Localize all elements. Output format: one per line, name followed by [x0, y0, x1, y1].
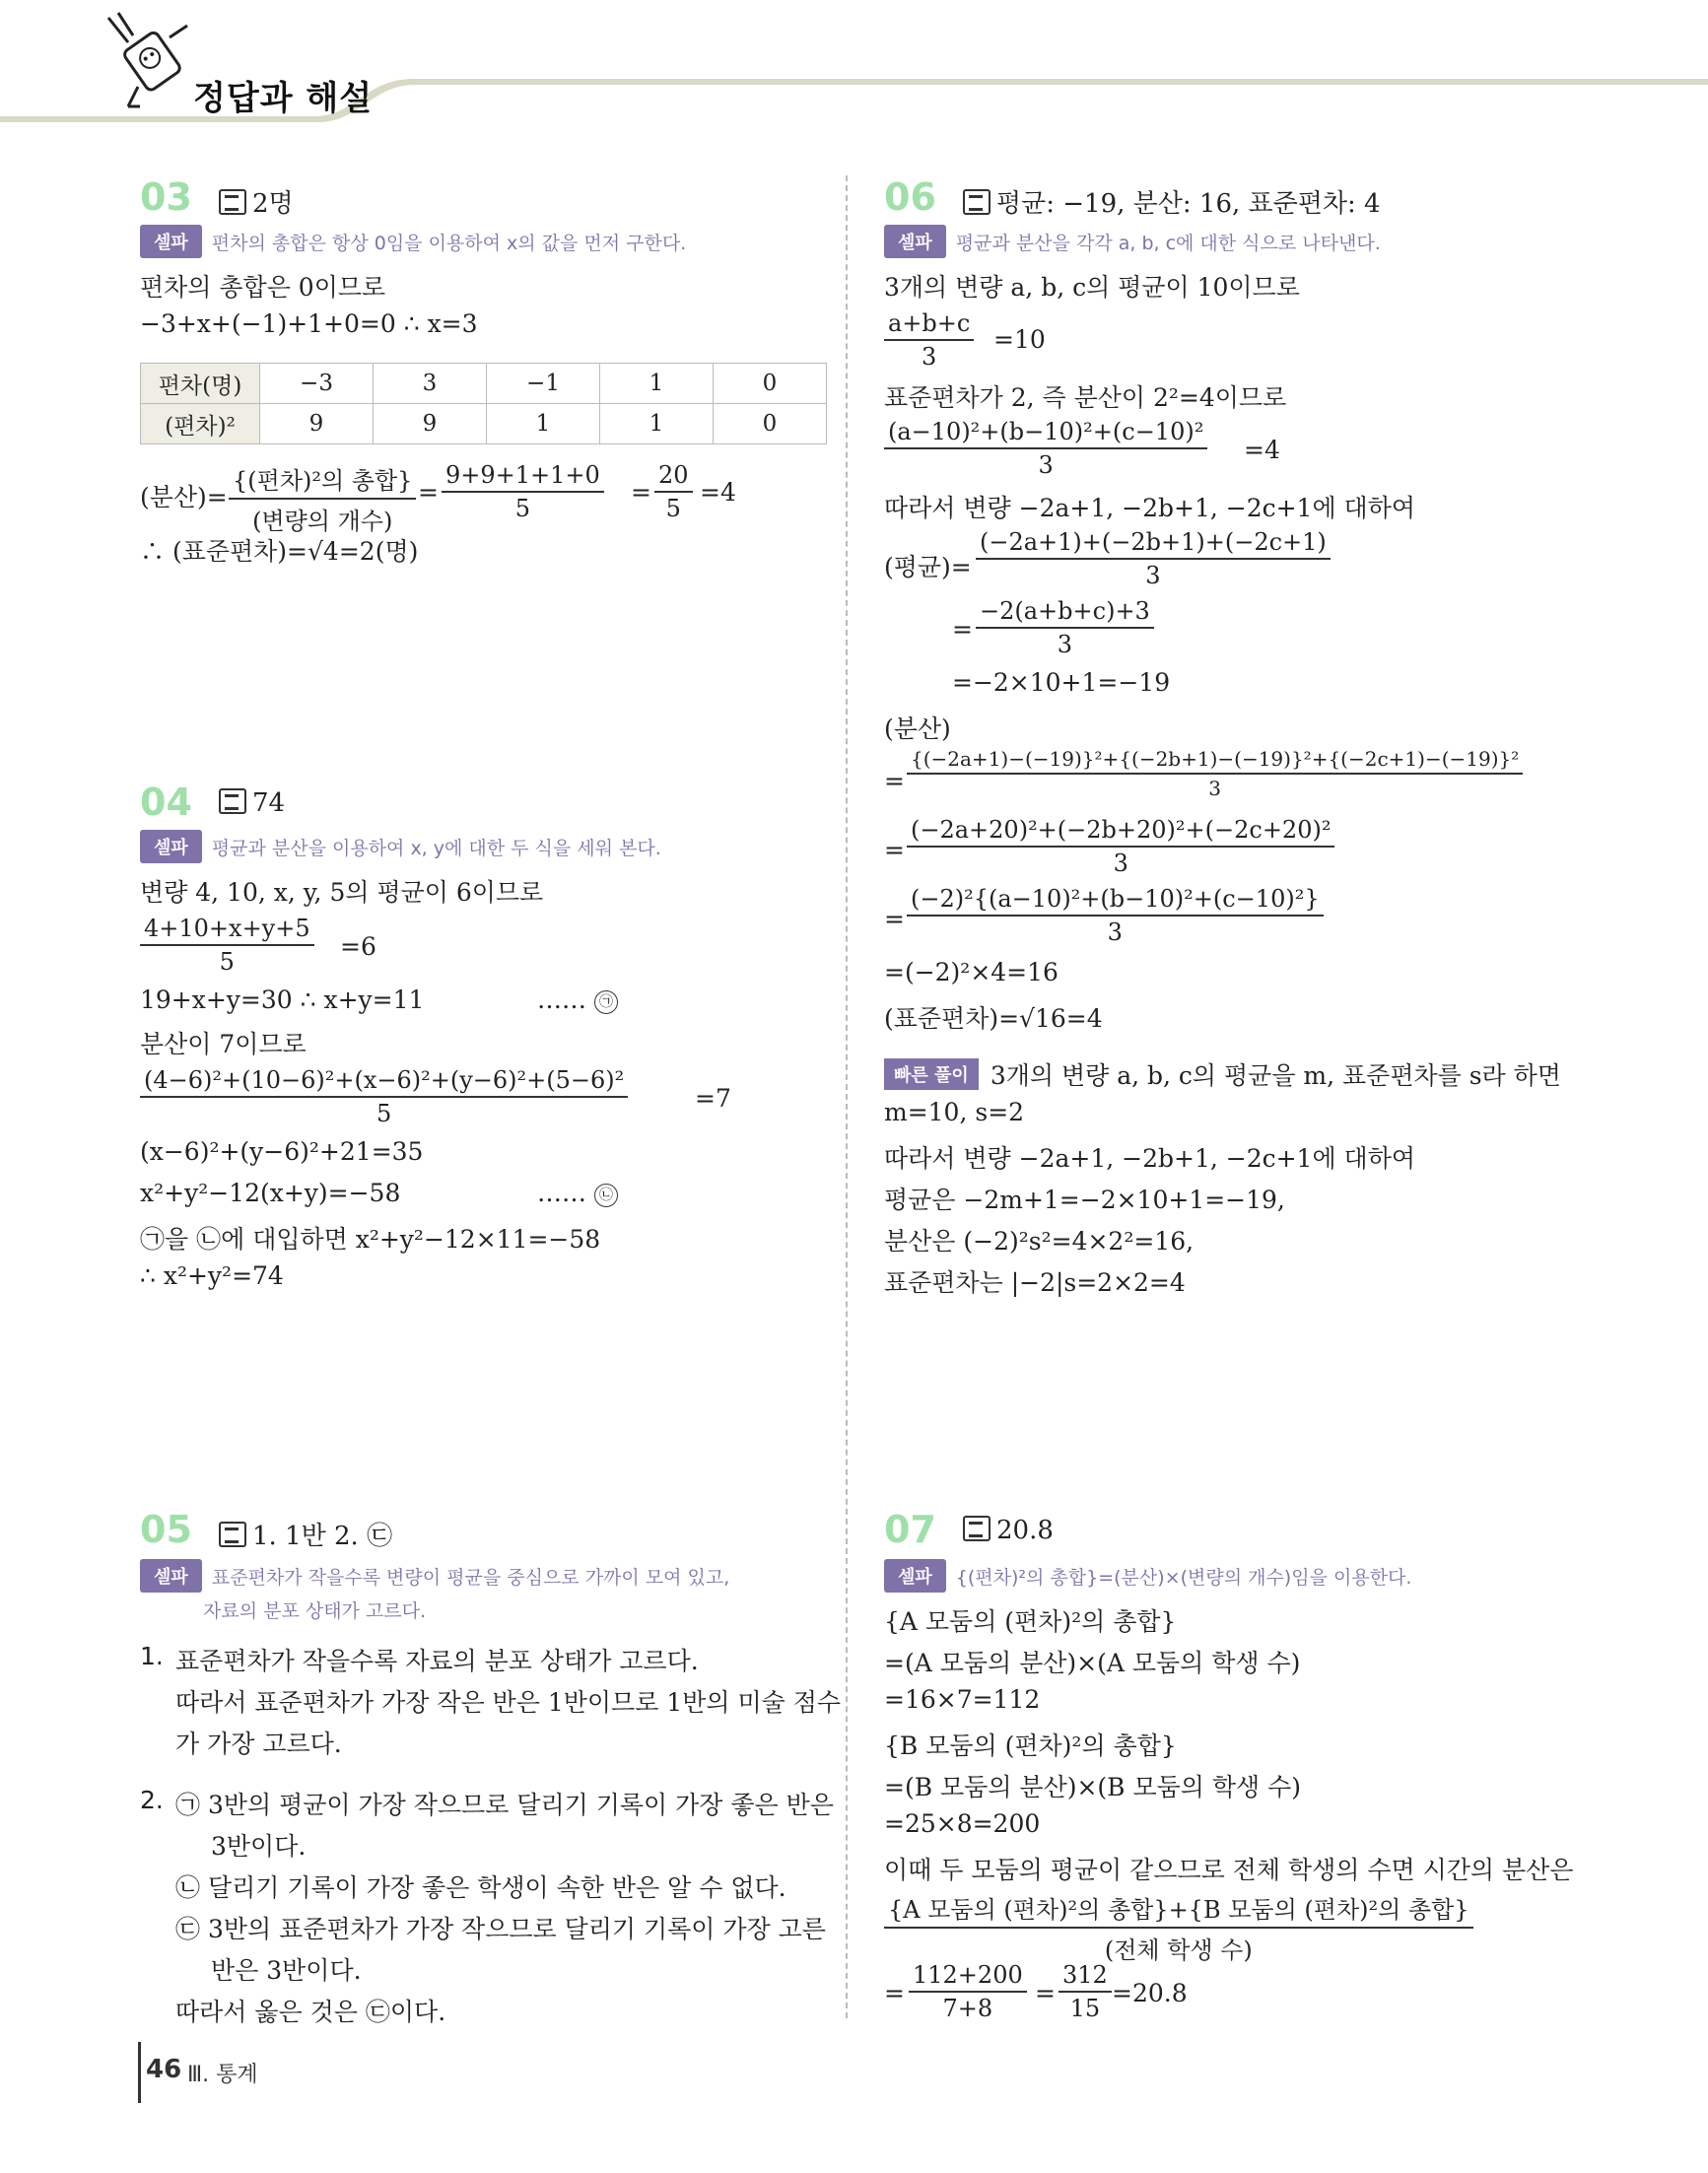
denominator: 3 [1208, 777, 1221, 800]
table-cell: 9 [374, 404, 487, 444]
denominator: 5 [219, 948, 235, 976]
numerator: (a−10)²+(b−10)²+(c−10)² [884, 418, 1207, 449]
equals-sign: = [1035, 1979, 1056, 2007]
hint-text: 자료의 분포 상태가 고르다. [203, 1600, 427, 1622]
solution-line: ㉠ 3반의 평균이 가장 작으므로 달리기 기록이 가장 좋은 반은 [175, 1791, 834, 1819]
mean-label: (평균)= [884, 553, 972, 581]
hint-text: 편차의 총합은 항상 0임을 이용하여 x의 값을 먼저 구한다. [211, 232, 687, 254]
solution-line: 따라서 표준편차가 가장 작은 반은 1반이므로 1반의 미술 점수 [175, 1688, 841, 1717]
solution-line: 표준편차는 |−2|s=2×2=4 [884, 1268, 1186, 1297]
denominator: 3 [1113, 849, 1128, 877]
answer-text: 74 [252, 788, 286, 818]
denominator: (전체 학생 수) [1104, 1936, 1253, 1964]
numerator: (−2a+20)²+(−2b+20)²+(−2c+20)² [907, 816, 1334, 848]
table-cell: 1 [600, 404, 714, 444]
solution-line: ∴ x²+y²=74 [140, 1261, 284, 1290]
fraction [229, 461, 416, 536]
problem-number: 03 [140, 175, 192, 219]
answer-icon [219, 1522, 246, 1547]
hint-text: 평균과 분산을 각각 a, b, c에 대한 식으로 나타낸다. [955, 232, 1381, 254]
table-cell: 3 [374, 364, 487, 404]
solution-line: 3개의 변량 a, b, c의 평균이 10이므로 [884, 273, 1300, 302]
numerator: {(편차)²의 총합} [229, 461, 416, 500]
solution-line: 반은 3반이다. [211, 1956, 362, 1985]
problem-number: 05 [140, 1508, 192, 1551]
answer [219, 183, 294, 220]
item-number: 2. [140, 1786, 164, 1814]
problem-number: 04 [140, 781, 192, 824]
footer-bar [138, 2042, 141, 2103]
fraction [976, 528, 1331, 589]
solution-line: ㉢ 3반의 표준편차가 가장 작으므로 달리기 기록이 가장 고른 [175, 1915, 826, 1943]
table-cell: 0 [714, 404, 827, 444]
deviation-table [140, 363, 827, 444]
solution-line: 이때 두 모둠의 평균이 같으므로 전체 학생의 수면 시간의 분산은 [884, 1856, 1574, 1884]
hint-label: 셀파 [884, 225, 946, 258]
hint-text: 표준편차가 작을수록 변량이 평균을 중심으로 가까이 모여 있고, [211, 1566, 730, 1589]
denominator: 3 [922, 343, 937, 371]
solution-line: 분산이 7이므로 [140, 1030, 307, 1058]
solution-line: 따라서 변량 −2a+1, −2b+1, −2c+1에 대하여 [884, 494, 1416, 522]
solution-line: (표준편차)=√16=4 [884, 1004, 1103, 1033]
solution-line: x²+y²−12(x+y)=−58 [140, 1179, 401, 1207]
solution-line: (x−6)²+(y−6)²+21=35 [140, 1137, 424, 1166]
ellipsis: …… [537, 985, 586, 1014]
fraction [907, 816, 1334, 877]
numerator: 4+10+x+y+5 [140, 915, 314, 946]
hint-tag [140, 1559, 729, 1593]
fraction [140, 915, 314, 976]
column-divider [846, 175, 848, 2018]
solution-line: {B 모둠의 (편차)²의 총합} [884, 1732, 1177, 1760]
variance-label: (분산)= [140, 483, 228, 511]
solution-line: 3반이다. [211, 1832, 307, 1861]
answer [219, 788, 285, 818]
hint-label: 셀파 [884, 1559, 946, 1593]
answer-icon [963, 1516, 991, 1541]
denominator: 3 [1107, 918, 1123, 946]
hint-tag [140, 830, 661, 863]
answer-icon [219, 189, 246, 215]
fraction [976, 597, 1154, 658]
solution-line: =(−2)²×4=16 [884, 958, 1059, 986]
page-header-title: 정답과 해설 [193, 79, 374, 118]
table-cell: −1 [487, 364, 600, 404]
answer-text: 20.8 [996, 1516, 1054, 1545]
numerator: {(−2a+1)−(−19)}²+{(−2b+1)−(−19)}²+{(−2c+1)−(−19)}² [907, 747, 1523, 775]
fraction-tail: =6 [340, 932, 376, 961]
solution-line: 3개의 변량 a, b, c의 평균을 m, 표준편차를 s라 하면 [990, 1061, 1561, 1090]
answer-icon [219, 788, 246, 814]
ellipsis: …… [537, 1179, 586, 1207]
answer-text: 1. 1반 2. ㉢ [252, 1522, 393, 1551]
numerator: (−2a+1)+(−2b+1)+(−2c+1) [976, 528, 1331, 560]
solution-line: m=10, s=2 [884, 1098, 1025, 1126]
hint-tag [884, 225, 1381, 258]
solution-line: 분산은 (−2)²s²=4×2²=16, [884, 1227, 1195, 1256]
denominator: 3 [1057, 631, 1073, 658]
item-number: 1. [140, 1642, 164, 1670]
solution-line: =(B 모둠의 분산)×(B 모둠의 학생 수) [884, 1773, 1302, 1801]
fraction [884, 418, 1207, 479]
fraction [907, 747, 1523, 800]
solution-line: 편차의 총합은 0이므로 [140, 273, 386, 302]
solution-line: 표준편차가 작을수록 자료의 분포 상태가 고르다. [175, 1647, 699, 1675]
solution-line: =(A 모둠의 분산)×(A 모둠의 학생 수) [884, 1649, 1301, 1677]
numerator: a+b+c [884, 309, 974, 341]
hint-label: 셀파 [140, 1559, 202, 1593]
solution-line: 변량 4, 10, x, y, 5의 평균이 6이므로 [140, 878, 544, 907]
solution-line: =−2×10+1=−19 [952, 668, 1171, 697]
numerator: 9+9+1+1+0 [442, 461, 604, 493]
solution-line: 평균은 −2m+1=−2×10+1=−19, [884, 1186, 1285, 1214]
denominator: 15 [1069, 1995, 1101, 2022]
quick-solution-label: 빠른 풀이 [884, 1058, 979, 1090]
quick-solution [884, 1056, 1561, 1092]
denominator: 7+8 [942, 1995, 993, 2022]
hint-label: 셀파 [140, 830, 202, 863]
answer [219, 1516, 392, 1552]
fraction-tail: =4 [1244, 436, 1280, 464]
equals-sign: = [884, 767, 905, 795]
denominator: 5 [514, 495, 531, 522]
numerator: (4−6)²+(10−6)²+(x−6)²+(y−6)²+(5−6)² [140, 1066, 628, 1098]
numerator: 112+200 [909, 1961, 1027, 1993]
variance-label: (분산) [884, 714, 951, 743]
hint-text: {(편차)²의 총합}=(분산)×(변량의 개수)임을 이용한다. [955, 1566, 1412, 1589]
fraction-tail: =20.8 [1112, 1979, 1188, 2007]
circled-label: ㉡ [594, 1184, 618, 1207]
table-row [141, 364, 827, 404]
answer-icon [963, 189, 991, 215]
fraction [884, 309, 974, 371]
hint-tag [884, 1559, 1411, 1593]
fraction [442, 461, 604, 522]
solution-line: =16×7=112 [884, 1685, 1041, 1714]
denominator: 5 [376, 1100, 392, 1127]
table-cell: −3 [260, 364, 374, 404]
circled-label: ㉠ [594, 990, 618, 1014]
denominator: 3 [1145, 562, 1161, 589]
table-cell: 0 [714, 364, 827, 404]
page-number: 46 [146, 2055, 182, 2084]
answer [963, 1516, 1054, 1545]
solution-line: 19+x+y=30 ∴ x+y=11 [140, 985, 425, 1014]
solution-line: {A 모둠의 (편차)²의 총합} [884, 1607, 1177, 1636]
fraction [654, 461, 693, 522]
denominator: 5 [665, 495, 681, 522]
equals-sign: = [884, 836, 905, 864]
mascot-logo [99, 8, 197, 116]
section-title: Ⅲ. 통계 [187, 2063, 258, 2087]
solution-line: 따라서 옳은 것은 ㉢이다. [175, 1998, 446, 2026]
table-cell: 9 [260, 404, 374, 444]
fraction [907, 885, 1324, 946]
solution-line: −3+x+(−1)+1+0=0 ∴ x=3 [140, 309, 478, 338]
fraction [1059, 1961, 1112, 2022]
solution-line: ㉡ 달리기 기록이 가장 좋은 학생이 속한 반은 알 수 없다. [175, 1873, 786, 1902]
solution-line: =25×8=200 [884, 1809, 1041, 1838]
equals-sign: = [884, 905, 905, 933]
numerator: −2(a+b+c)+3 [976, 597, 1154, 629]
answer-text: 2명 [252, 189, 294, 219]
table-cell: (편차)² [141, 404, 260, 444]
answer [963, 183, 1381, 220]
solution-line: ∴ (표준편차)=√4=2(명) [140, 537, 419, 566]
fraction-tail: =4 [700, 478, 736, 507]
fraction [140, 1066, 628, 1127]
equals-sign: = [884, 1979, 905, 2007]
table-cell: 1 [487, 404, 600, 444]
denominator: 3 [1038, 451, 1054, 479]
table-cell: 편차(명) [141, 364, 260, 404]
equals-sign: = [952, 615, 973, 644]
numerator: 312 [1059, 1961, 1112, 1993]
answer-text: 평균: −19, 분산: 16, 표준편차: 4 [996, 189, 1381, 219]
hint-text: 평균과 분산을 이용하여 x, y에 대한 두 식을 세워 본다. [211, 837, 661, 859]
solution-line: 표준편차가 2, 즉 분산이 2²=4이므로 [884, 383, 1287, 412]
equals-sign: = [418, 478, 439, 507]
fraction [909, 1961, 1027, 2022]
problem-number: 07 [884, 1508, 936, 1551]
denominator: (변량의 개수) [252, 508, 393, 535]
fraction [884, 1890, 1473, 1965]
numerator: {A 모둠의 (편차)²의 총합}+{B 모둠의 (편차)²의 총합} [884, 1890, 1473, 1929]
table-cell: 1 [600, 364, 714, 404]
equation-mark [537, 1179, 618, 1207]
numerator: (−2)²{(a−10)²+(b−10)²+(c−10)²} [907, 885, 1324, 917]
fraction-tail: =10 [993, 325, 1046, 354]
hint-label: 셀파 [140, 225, 202, 258]
numerator: 20 [654, 461, 693, 493]
solution-line: 가 가장 고르다. [175, 1730, 342, 1758]
equals-sign: = [631, 478, 651, 507]
solution-line: ㉠을 ㉡에 대입하면 x²+y²−12×11=−58 [140, 1225, 601, 1254]
solution-line: 따라서 변량 −2a+1, −2b+1, −2c+1에 대하여 [884, 1144, 1416, 1173]
hint-tag [140, 225, 686, 258]
fraction-tail: =7 [695, 1084, 731, 1113]
table-row [141, 404, 827, 444]
equation-mark [537, 985, 618, 1014]
problem-number: 06 [884, 175, 936, 219]
